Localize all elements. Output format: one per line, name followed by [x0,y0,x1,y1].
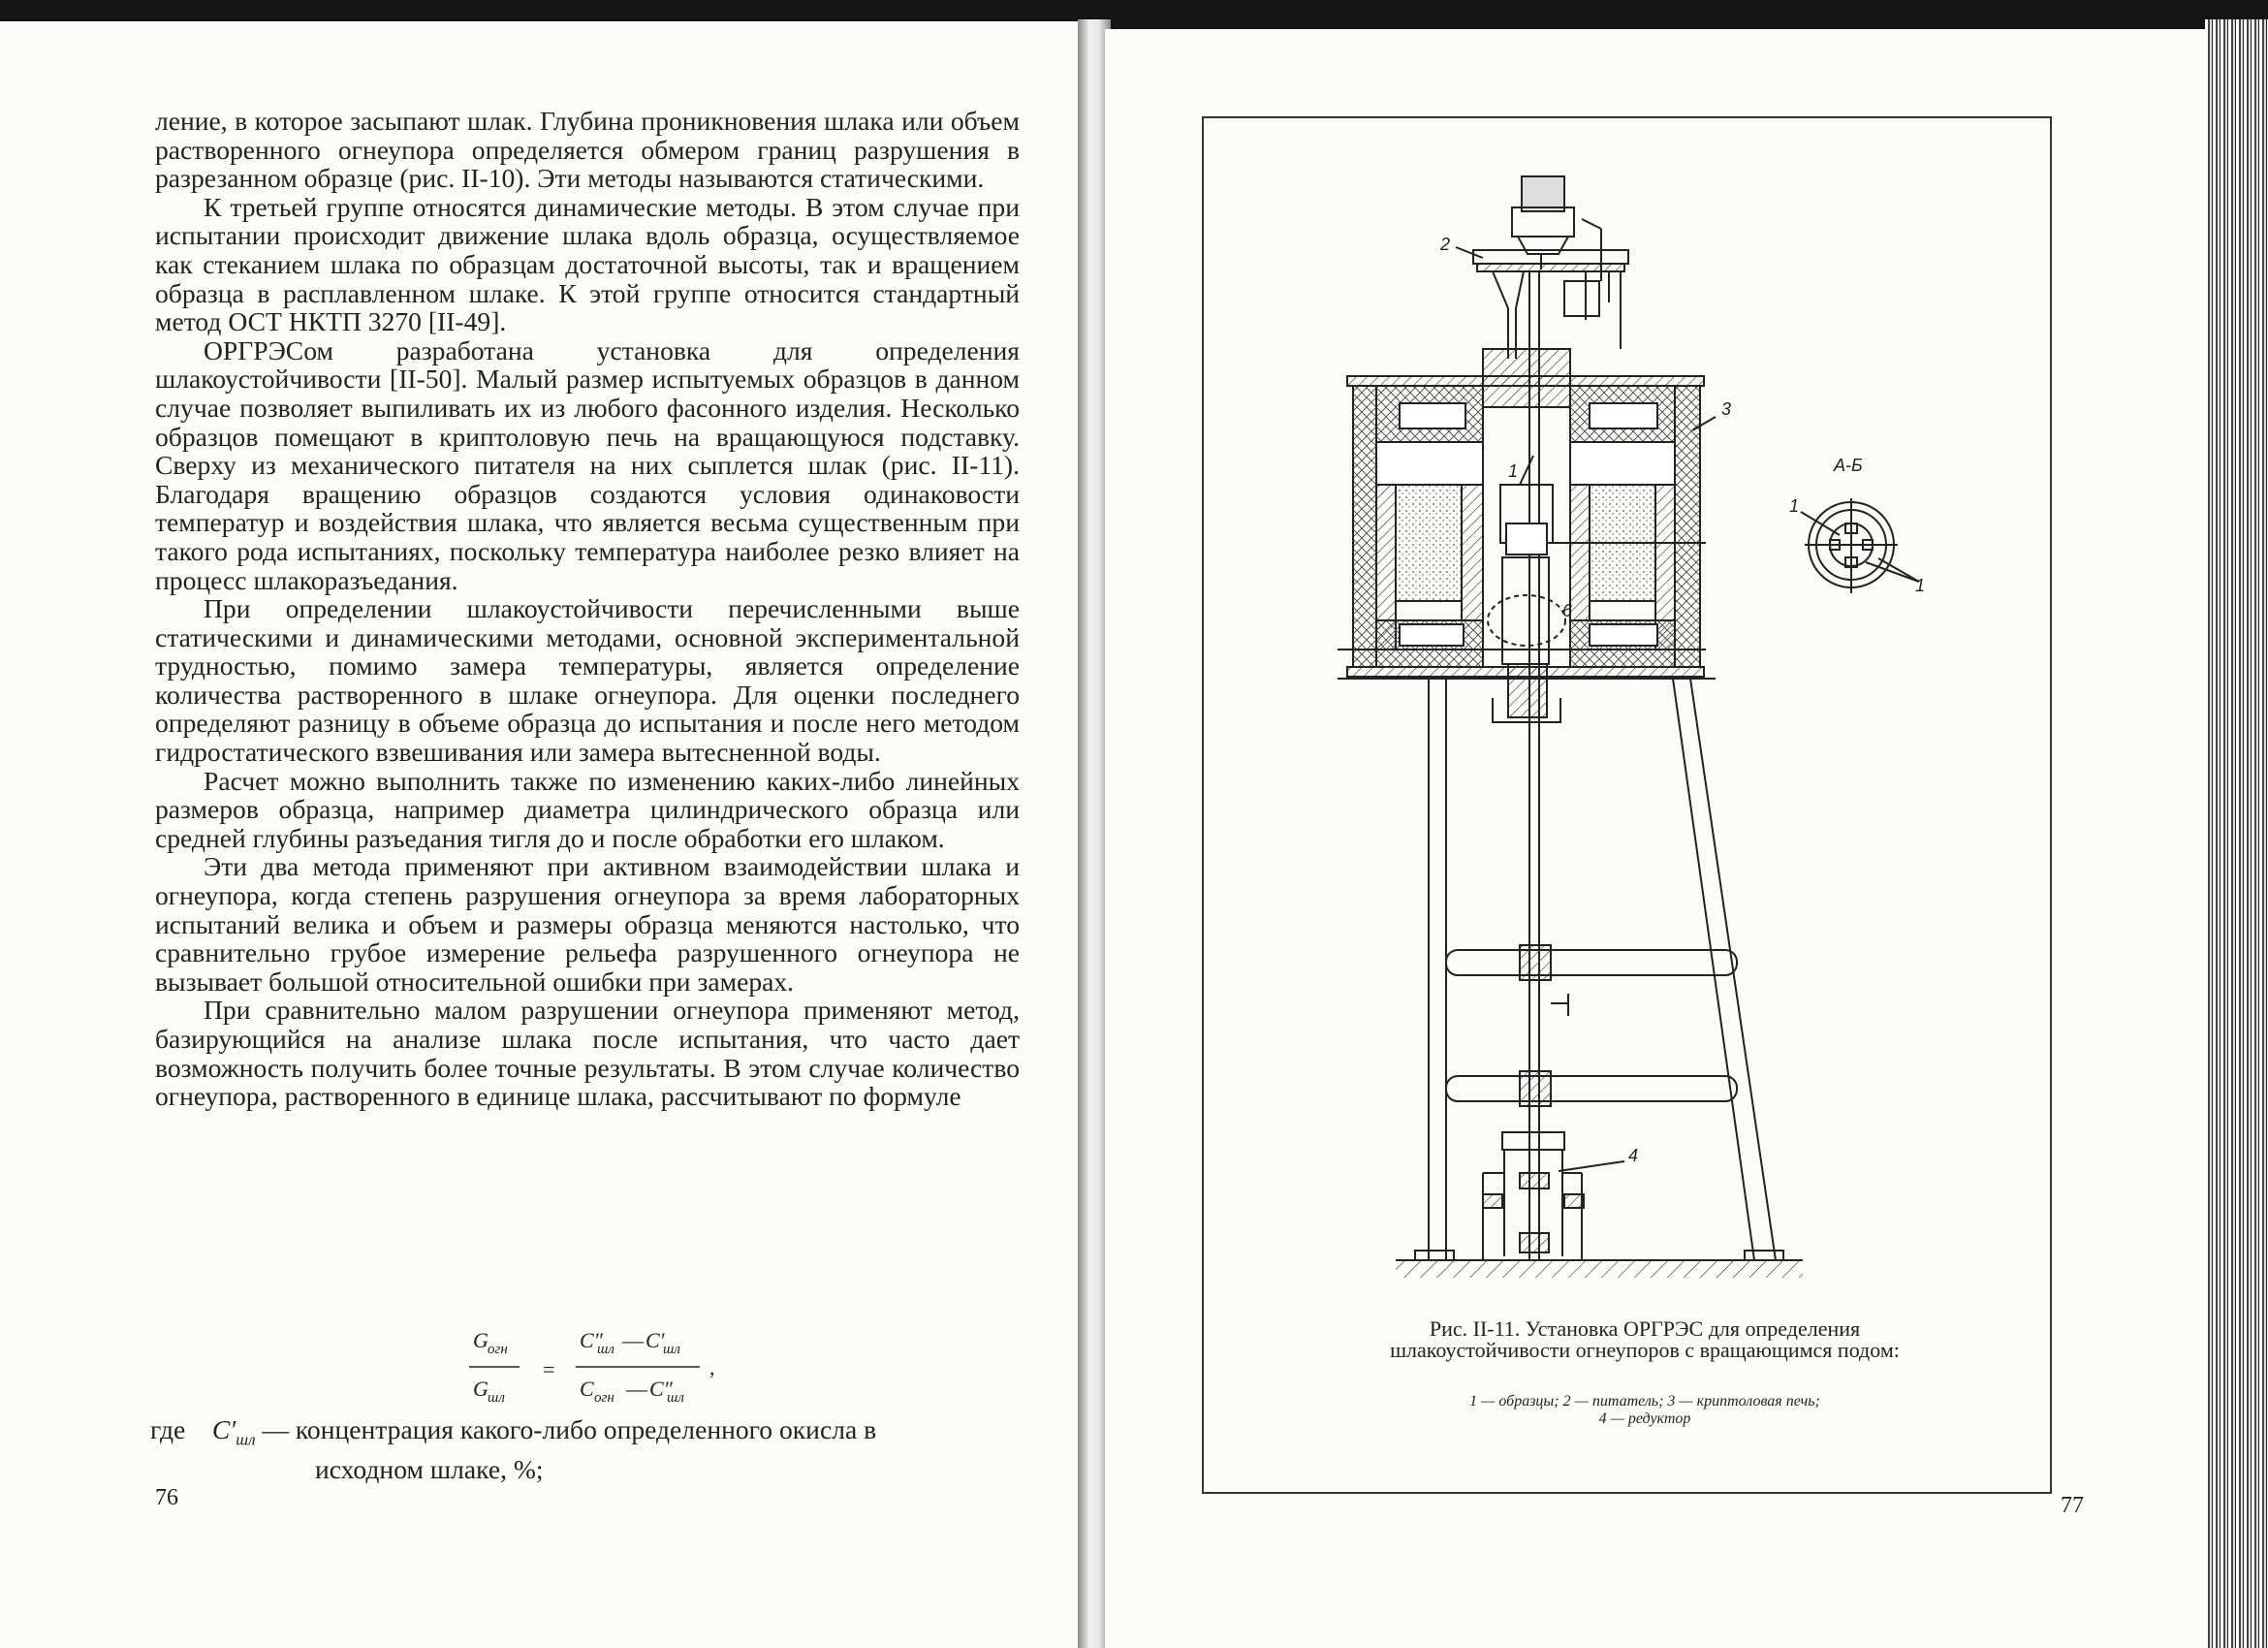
figure-label-4: 4 [1628,1146,1639,1165]
formula-lhs-num-sub: огн [488,1342,508,1357]
svg-text:=: = [543,1357,555,1381]
figure-caption: Рис. II-11. Установка ОРГРЭС для определения шлакоустойчивости огнеупоров с вращающимся подом: [1390,1316,1900,1362]
formula-rhs-den-b-sub: шл [667,1390,684,1406]
figure-label-2: 2 [1440,235,1451,254]
paragraph-5: Расчет можно выполнить также по изменению каких-либо линейных размеров образца, например диаметра цилиндрического образца или средней глубины разъедания тигля до и после обработки его шлаком. [155,765,1020,853]
paragraph-2: К третьей группе относятся динамические методы. В этом случае при испытании происходит движение шлака вдоль образца, осуществляемое как стеканием шлака по образцам достаточной высоты, так и вращением образца в расплавленном шлаке. К этой группе относится стандартный метод ОСТ НКТП 3270 [II-49]. [155,191,1020,337]
formula-lhs-den-sub: шл [488,1390,505,1406]
formula-rhs-num-a-sub: шл [597,1342,614,1357]
paragraph-3: ОРГРЭСом разработана установка для определения шлакоустойчивости [II-50]. Малый размер испытуемых образцов в данном случае позволяет выпиливать их из любого фасонного изделия. Несколько образцов помещают в криптоловую печь на вращающуюся подставку. Сверху из механического питателя на них сыплется шлак (рис. II-11). Благодаря вращению образцов создаются условия одинаковости температур и воздействия шлака, что является весьма существенным при такого рода испытаниях, поскольку температура наиболее резко влияет на процесс шлакоразъедания. [155,334,1020,595]
paragraph-7: При сравнительно малом разрушении огнеупора применяют метод, базирующийся на анализе шлака после испытания, что часто дает возможность получить более точные результаты. В этом случае количество огнеупора, растворенного в единице шлака, рассчитывают по формуле [155,995,1020,1112]
paragraph-1: ление, в которое засыпают шлак. Глубина проникновения шлака или объем растворенного огнеупора определяется обмером границ разрушения в разрезанном образце (рис. II-10). Эти методы называются статическими. [155,106,1020,194]
svg-text:—: — [626,1377,647,1401]
formula-rhs-num-b-sub: шл [663,1342,680,1357]
figure-label-6: 6 [1562,601,1573,620]
formula-rhs-den-b: C″ [649,1377,673,1401]
where-word: где [150,1414,186,1444]
paragraph-4: При определении шлакоустойчивости перечисленными выше статическими и динамическими методами, основной экспериментальной трудностью, помимо замера температуры, является определение количества растворенного в шлаке огнеупора. Для оценки последнего определяют разницу в объеме образца до испытания и после него методом гидростатического взвешивания или замера вытесненной воды. [155,593,1020,768]
figure-label-3: 3 [1721,399,1732,419]
figure-label-section: А-Б [1834,456,1863,475]
formula-rhs-num-b: C′ [646,1328,665,1352]
formula-lhs-num: G [473,1328,488,1352]
paragraph-6: Эти два метода применяют при активном взаимодействии шлака и огнеупора, когда степень разрушения огнеупора за время лабораторных испытаний велика и объем и размеры образца меняются настолько, что сравнительно грубое измерение рельефа разрушенного огнеупора не вызывает большой относительной ошибки при замерах. [155,851,1020,997]
page-number-left: 76 [155,1485,178,1510]
svg-text:—: — [622,1328,644,1352]
figure-legend [1339,1393,1950,1428]
where-line-2: исходном шлаке, %; [315,1453,544,1484]
svg-text:,: , [709,1355,715,1379]
formula-lhs-den: G [473,1377,488,1401]
figure-legend-line-1: 1 — образцы; 2 — питатель; 3 — криптоловая печь; [1469,1393,1820,1410]
figure-label-1-detail-b: 1 [1915,576,1926,595]
formula-rhs-den-a: C [580,1377,594,1401]
formula-rhs-num-a: C″ [580,1328,603,1352]
where-symbol: C′ [211,1414,236,1444]
figure-label-1: 1 [1508,461,1519,481]
where-symbol-sub: шл [236,1430,256,1449]
figure-legend-line-2: 4 — редуктор [1598,1410,1691,1427]
formula-rhs-den-a-sub: огн [594,1390,614,1406]
where-line-1: — концентрация какого-либо определенного окисла в [262,1414,877,1444]
figure-label-1-detail: 1 [1789,496,1800,516]
page-number-right: 77 [2061,1493,2084,1518]
